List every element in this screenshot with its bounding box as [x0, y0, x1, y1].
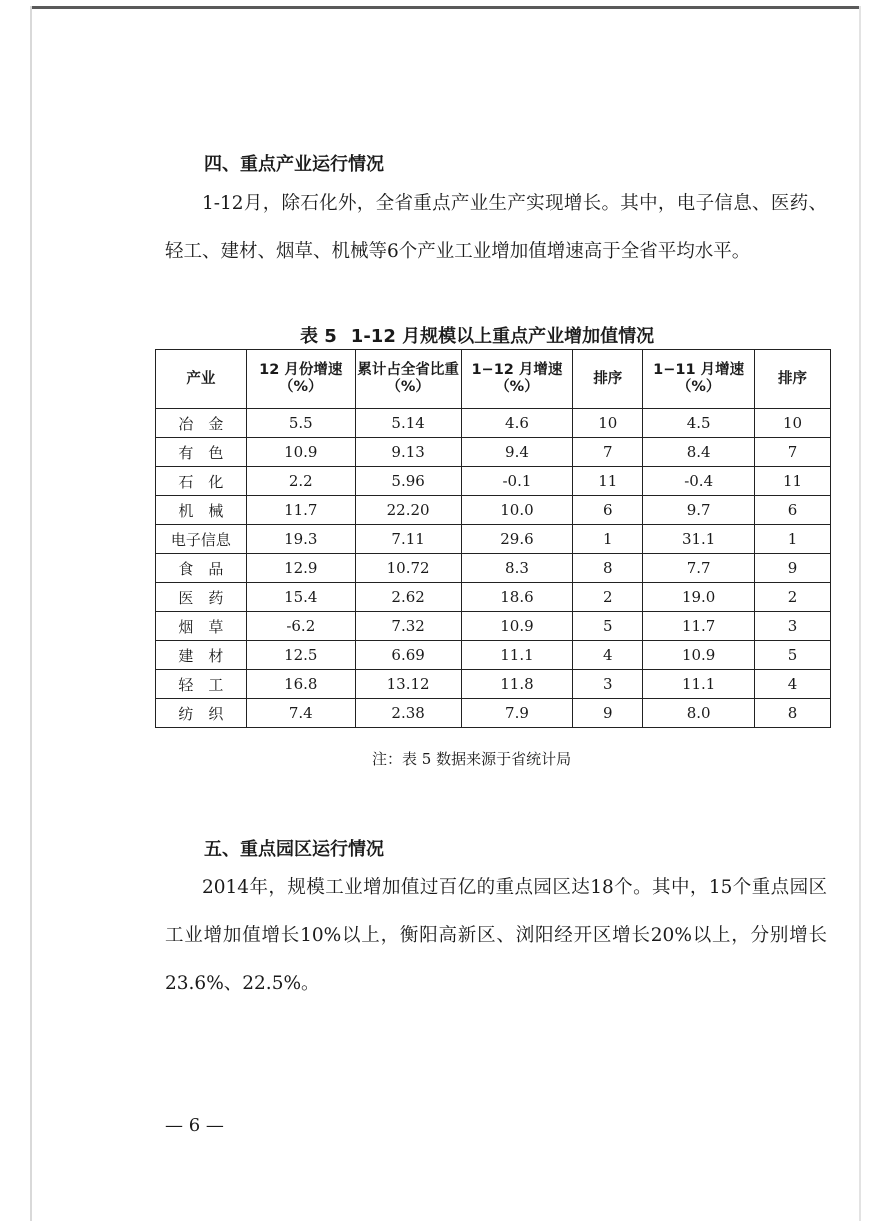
table-cell: 9	[755, 554, 831, 583]
table-cell: -0.4	[643, 467, 755, 496]
table-cell: 9.13	[355, 438, 461, 467]
table-cell: 2.38	[355, 699, 461, 728]
table-cell: 4.6	[461, 409, 573, 438]
table-body	[156, 409, 831, 728]
table-cell: 4	[573, 641, 643, 670]
table-row	[156, 612, 831, 641]
table-cell: 食 品	[156, 554, 247, 583]
table-cell: 16.8	[246, 670, 355, 699]
table-cell: 8.3	[461, 554, 573, 583]
industry-table	[155, 349, 831, 728]
table-cell: 9.4	[461, 438, 573, 467]
col-header-jan-nov-growth: 1−11 月增速（%）	[643, 350, 755, 409]
table-cell: 10	[573, 409, 643, 438]
table-cell: 29.6	[461, 525, 573, 554]
table-cell: 4	[755, 670, 831, 699]
table-cell: 5.5	[246, 409, 355, 438]
table-cell: 7	[573, 438, 643, 467]
table-cell: 8	[573, 554, 643, 583]
table-cell: -0.1	[461, 467, 573, 496]
table-cell: 11.1	[461, 641, 573, 670]
table-cell: 10.0	[461, 496, 573, 525]
scan-edge-left	[30, 6, 32, 1221]
table-cell: 11.8	[461, 670, 573, 699]
table-cell: 10.9	[246, 438, 355, 467]
table-row	[156, 670, 831, 699]
col-header-rank-prev: 排序	[755, 350, 831, 409]
table-cell: 5.96	[355, 467, 461, 496]
table-cell: 医 药	[156, 583, 247, 612]
table-title	[300, 322, 668, 348]
table-caption: 1-12 月规模以上重点产业增加值情况	[350, 326, 655, 347]
table-cell: 10.9	[461, 612, 573, 641]
scan-edge-right	[859, 6, 861, 1221]
table-cell: 10	[755, 409, 831, 438]
table-cell: 7	[755, 438, 831, 467]
table-cell: 建 材	[156, 641, 247, 670]
table-row	[156, 525, 831, 554]
table-cell: 电子信息	[156, 525, 247, 554]
col-header-share: 累计占全省比重（%）	[355, 350, 461, 409]
table-cell: 4.5	[643, 409, 755, 438]
col-header-rank: 排序	[573, 350, 643, 409]
table-header-row	[156, 350, 831, 409]
table-row	[156, 641, 831, 670]
section-5-paragraph: 2014年，规模工业增加值过百亿的重点园区达18个。其中，15个重点园区工业增加值增长10%以上，衡阳高新区、浏阳经开区增长20%以上，分别增长23.6%、22.5%。	[165, 877, 827, 994]
col-header-jan-dec-growth: 1−12 月增速（%）	[461, 350, 573, 409]
table-cell: 19.0	[643, 583, 755, 612]
table-cell: 有 色	[156, 438, 247, 467]
table-cell: 7.9	[461, 699, 573, 728]
table-cell: 8.4	[643, 438, 755, 467]
table-cell: 11.7	[246, 496, 355, 525]
table-cell: 3	[755, 612, 831, 641]
table-cell: 6.69	[355, 641, 461, 670]
table-row	[156, 438, 831, 467]
table-cell: 19.3	[246, 525, 355, 554]
table-cell: 5.14	[355, 409, 461, 438]
table-cell: 7.4	[246, 699, 355, 728]
table-row	[156, 699, 831, 728]
table-cell: 2.2	[246, 467, 355, 496]
table-label: 表 5	[300, 326, 337, 347]
table-cell: 7.7	[643, 554, 755, 583]
table-cell: 11	[573, 467, 643, 496]
table-cell: 1	[755, 525, 831, 554]
table-cell: 15.4	[246, 583, 355, 612]
table-cell: 8	[755, 699, 831, 728]
table-cell: 7.32	[355, 612, 461, 641]
table-cell: 18.6	[461, 583, 573, 612]
scan-edge-top	[30, 6, 861, 9]
table-row	[156, 554, 831, 583]
table-cell: 6	[755, 496, 831, 525]
table-cell: 31.1	[643, 525, 755, 554]
table-row	[156, 467, 831, 496]
table-cell: 烟 草	[156, 612, 247, 641]
table-cell: 3	[573, 670, 643, 699]
table-cell: 22.20	[355, 496, 461, 525]
section-5-heading: 五、重点园区运行情况	[204, 839, 384, 860]
table-cell: 11.1	[643, 670, 755, 699]
table-cell: 冶 金	[156, 409, 247, 438]
section-4-paragraph: 1-12月，除石化外，全省重点产业生产实现增长。其中，电子信息、医药、轻工、建材、烟草、机械等6个产业工业增加值增速高于全省平均水平。	[165, 193, 827, 262]
table-cell: 12.5	[246, 641, 355, 670]
table-cell: 石 化	[156, 467, 247, 496]
table-cell: 10.9	[643, 641, 755, 670]
col-header-industry: 产业	[156, 350, 247, 409]
col-header-dec-growth: 12 月份增速（%）	[246, 350, 355, 409]
table-cell: 6	[573, 496, 643, 525]
table-cell: 5	[755, 641, 831, 670]
table-cell: 2	[573, 583, 643, 612]
table-cell: 7.11	[355, 525, 461, 554]
table-cell: 2.62	[355, 583, 461, 612]
table-cell: 12.9	[246, 554, 355, 583]
table-cell: 10.72	[355, 554, 461, 583]
table-cell: 9	[573, 699, 643, 728]
page-number: — 6 —	[165, 1115, 224, 1136]
table-cell: 8.0	[643, 699, 755, 728]
section-4-heading: 四、重点产业运行情况	[204, 154, 384, 175]
table-row	[156, 583, 831, 612]
table-cell: 1	[573, 525, 643, 554]
table-cell: -6.2	[246, 612, 355, 641]
table-cell: 纺 织	[156, 699, 247, 728]
table-cell: 11.7	[643, 612, 755, 641]
table-cell: 机 械	[156, 496, 247, 525]
table-row	[156, 409, 831, 438]
table-cell: 5	[573, 612, 643, 641]
table-cell: 轻 工	[156, 670, 247, 699]
table-cell: 2	[755, 583, 831, 612]
table-note: 注：表 5 数据来源于省统计局	[372, 750, 572, 768]
table-row	[156, 496, 831, 525]
table-cell: 9.7	[643, 496, 755, 525]
table-cell: 13.12	[355, 670, 461, 699]
table-cell: 11	[755, 467, 831, 496]
